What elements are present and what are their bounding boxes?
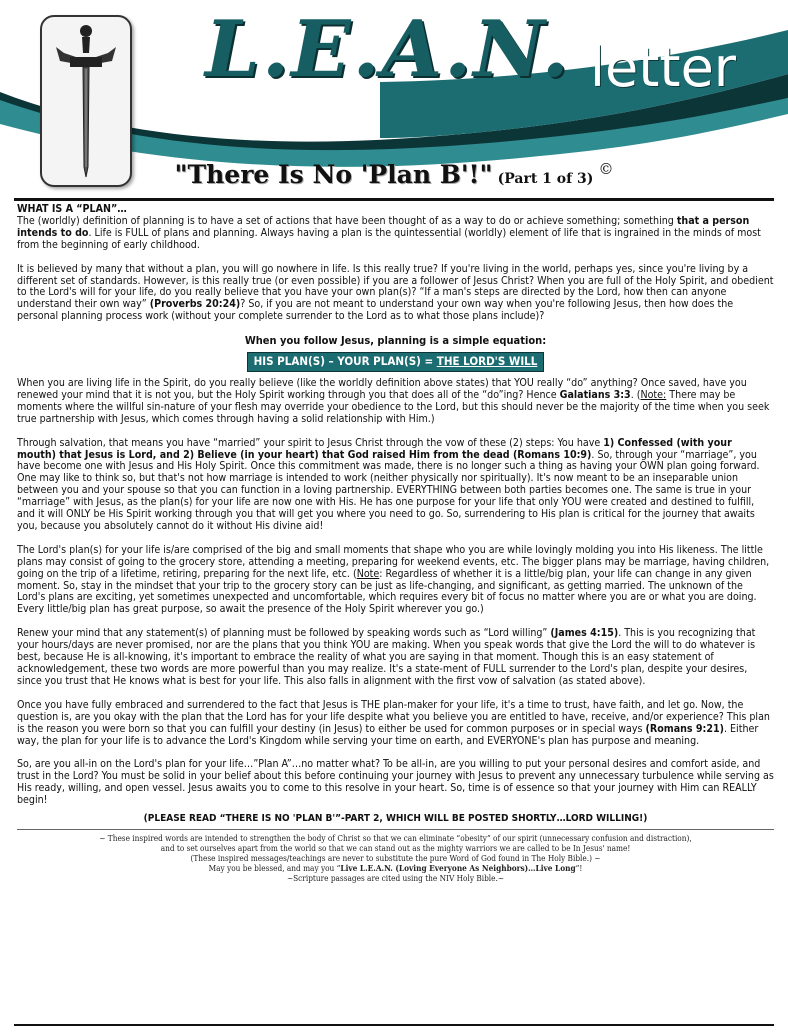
paragraph-6: Renew your mind that any statement(s) of planning must be followed by speaking words such as “Lord willing” (James 4:15). This is you recognizing that your hours/days are never promised, nor are the plans that you think YOU are making. When you speak words that give the Lord the will to do whatever is best, because He is all-knowing, it's important to embrace the reality of what you are saying in that moment. Though this is an easy statement of acknowledgement, these two words are more powerful than you may realize. It's a state-ment of FULL surrender to the Lord's plan, despite your desires, since you trust that He knows what is best for your life. This also falls in alignment with the first vow of salvation (as stated above). [17,627,756,687]
paragraph-1: The (worldly) definition of planning is to have a set of actions that have been thought of as a way to do or achieve something; something that a person intends to do. Life is FULL of plans and planning. Always having a plan is the quintessential (worldly) element of life that is ingrained in the minds of most from the beginning of early childhood. [17,214,761,251]
top-divider [14,198,774,201]
equation-block [17,335,774,378]
paragraph-7: Once you have fully embraced and surrendered to the fact that Jesus is THE plan-maker for your life, it's a time to trust, have faith, and let go. Now, the question is, are you okay with the plan that the Lord has for your life despite what you believe you are entitled to have, receive, and/or experience? This plan is the reason you were born so that you can fulfill your destiny (in Jesus) to either be used for common purposes or in special ways (Romans 9:21). Either way, the plan for your life is to advance the Lord's Kingdom while serving your time on earth, and EVERYONE's plan has purpose and meaning. [17,698,770,747]
footer-divider [17,829,774,830]
footer-line-1: ~ These inspired words are intended to strengthen the body of Christ so that we can eliminate “obesity” of our spirit (unnecessary confusion and distraction), [99,832,692,843]
paragraph-8: So, are you all-in on the Lord's plan for your life…”Plan A”…no matter what? To be all-in, are you willing to put your personal desires and comfort aside, and trust in the Lord? You must be solid in your belief about this before continuing your journey with Jesus to prevent any unnecessary turbulence while serving as His ready, willing, and open vessel. Jesus awaits you to come to this resolve in your heart. So, time is of essence so that your journey with Him can REALLY begin! [17,758,774,807]
brand-letter: letter [590,36,736,99]
closing-note: (PLEASE READ “THERE IS NO 'PLAN B'”-PART 2, WHICH WILL BE POSTED SHORTLY…LORD WILLING!) [143,813,648,825]
equation-lead: When you follow Jesus, planning is a simple equation: [244,334,547,348]
footer-line-2: and to set ourselves apart from the world so that we can stand out as the mighty warriors we are called to be In Jesus' name! [160,842,631,853]
paragraph-3: When you are living life in the Spirit, do you really believe (like the worldly definition above states) that YOU really “do” anything? Once saved, have you renewed your mind that it is not you, but the Holy Spirit working through you that does all of the “do”ing? Hence Galatians 3:3. (Note: There may be moments where the willful sin-nature of your flesh may override your obedience to the Lord, but this should never be the majority of the time when you seek true partnership with Jesus, which comes through having a solid relationship with Him.) [17,376,770,425]
paragraph-2: It is believed by many that without a plan, you will go nowhere in life. Is this really true? If you're living in the world, perhaps yes, since you're living by a different set of standards. However, is this really true (or even possible) if you are a follower of Jesus Christ? When you are full of the Holy Spirit, and obedient to the Lord's will for your life, do you really believe that you have your own plan(s)? “If a man's steps are directed by the Lord, how then can anyone understand their own way” (Proverbs 20:24)? So, if you are not meant to understand your own way when you're following Jesus, then how does the personal planning process work (without your complete surrender to the Lord as to what those plans include)? [17,262,774,323]
footer-line-3: (These inspired messages/teachings are never to substitute the pure Word of God found in The Holy Bible.) ~ [190,852,601,863]
footer-line-4: May you be blessed, and may you “Live L.E.A.N. (Loving Everyone As Neighbors)…Live Long”! [208,862,583,873]
section-heading: WHAT IS A “PLAN”… [17,203,127,215]
title-part: (Part 1 of 3) [497,171,594,187]
article-body [17,204,774,883]
article-title [0,160,788,189]
paragraph-5: The Lord's plan(s) for your life is/are comprised of the big and small moments that shape who you are while lovingly molding you into His likeness. The little plans may consist of going to the grocery store, attending a meeting, preparing for weekend events, etc. The bigger plans may be marriage, having children, going on the trip of a lifetime, retiring, preparing for the next life, etc. (Note: Regardless of whether it is a little/big plan, your life can change in any given moment. So, stay in the mindset that your trip to the grocery story can be just as life-changing, and significant, as getting married. The unknown of the Lord's plans are exciting, yet sometimes unexpected and uncomfortable, which requires every bit of focus no matter where you are or what you are doing. Every little/big plan has great purpose, so await the presence of the Holy Spirit wherever you go.) [17,543,770,616]
letterhead [0,0,788,200]
title-text: "There Is No 'Plan B'!" [174,160,493,189]
brand-lean: L.E.A.N. [205,4,571,95]
paragraph-4: Through salvation, that means you have “married” your spirit to Jesus Christ through the vow of these (2) steps: You have 1) Confessed (with your mouth) that Jesus is Lord, and 2) Believe (in your heart) that God raised Him from the dead (Romans 10:9). So, through your “marriage”, you have become one with Jesus and His Holy Spirit. Once this commitment was made, there is no longer such a thing as having your OWN plan going forward. One may like to think so, but that's not how marriage is intended to work (neither physically nor spiritually). It's now meant to be an inseparable union between you and your spouse so that you can function in a loving partnership. EVERYTHING between both parties becomes one. The same is true in your “marriage” with Jesus, as the plan(s) for your life are now one with His. He has one purpose for your life that only YOU were created and destined to fulfill, and it will ONLY be His Spirit working through you that will get you where you need to go. So, surrendering to His plan is critical for the journey that awaits you, because you absolutely cannot do it without His divine aid! [17,436,760,532]
footer [17,833,774,883]
equation-box: HIS PLAN(S) – YOUR PLAN(S) = THE LORD'S WILL [247,352,545,372]
copyright-mark: © [598,160,614,178]
footer-line-5: ~Scripture passages are cited using the NIV Holy Bible.~ [286,872,505,883]
bottom-divider [14,1024,774,1026]
